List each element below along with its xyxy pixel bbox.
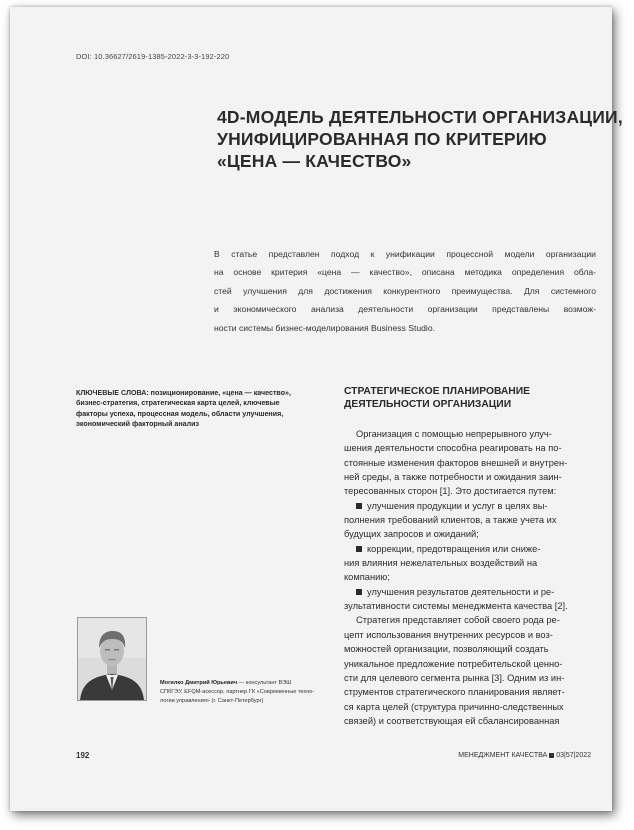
keywords-line: бизнес-стратегия, стратегическая карта целей, ключевые (76, 399, 280, 408)
abstract-line: стей улучшения для достижения конкурентного преимущества. Для системного (214, 285, 596, 296)
body-line (344, 628, 596, 642)
body-line (344, 570, 596, 584)
body-line-text: компанию; (344, 572, 390, 583)
running-title: МЕНЕДЖМЕНТ КАЧЕСТВА (458, 752, 548, 759)
body-line-text: цепт использования внутренних ресурсов и воз- (344, 629, 553, 640)
body-line-text: связей) и соответствующая ей сбалансированная (344, 715, 560, 726)
keywords-line: КЛЮЧЕВЫЕ СЛОВА: позиционирование, «цена — качество», (76, 389, 291, 397)
author-role: — консультант ВЭШ (237, 680, 292, 686)
section-heading-line: СТРАТЕГИЧЕСКОЕ ПЛАНИРОВАНИЕ (344, 386, 531, 397)
abstract-line: и экономического анализа деятельности организации представлены возмож- (214, 304, 596, 315)
body-line (344, 542, 596, 556)
body-line (344, 527, 596, 541)
body-line (344, 484, 596, 498)
body-line-text: полнения требований клиентов, а также учета их (344, 515, 557, 526)
issue-number: 03|57|2022 (556, 752, 591, 759)
body-line-text: будущих запросов и ожиданий; (344, 529, 479, 540)
keywords-line: экономический факторный анализ (76, 420, 199, 429)
body-line (344, 585, 596, 599)
body-line-text: стоянные изменения факторов внешней и внутрен- (344, 457, 568, 468)
running-footer (458, 752, 591, 759)
page-number: 192 (76, 751, 90, 760)
title-line: УНИФИЦИРОВАННАЯ ПО КРИТЕРИЮ (217, 129, 547, 149)
journal-page (10, 7, 623, 811)
author-portrait-icon (77, 617, 147, 701)
abstract-line: ности системы бизнес-моделирования Business Studio. (214, 322, 436, 333)
body-line (344, 456, 596, 470)
article-title (217, 106, 623, 172)
author-line: логии управления» (г. Санкт-Петербург) (160, 698, 264, 704)
body-line (344, 642, 596, 656)
body-line (344, 613, 596, 627)
body-line (344, 556, 596, 570)
title-line: 4D-МОДЕЛЬ ДЕЯТЕЛЬНОСТИ ОРГАНИЗАЦИИ, (217, 107, 623, 127)
body-line (344, 685, 596, 699)
body-line (344, 499, 596, 513)
bullet-square-icon (356, 589, 362, 595)
body-line-text: улучшения результатов деятельности и ре- (367, 586, 555, 597)
body-line-text: Организация с помощью непрерывного улуч- (356, 429, 552, 439)
body-line (344, 714, 596, 728)
body-line-text: ния влияния нежелательных воздействий на (344, 558, 538, 569)
body-line-text: шения деятельности способна реагировать на по- (344, 443, 562, 454)
keywords (76, 388, 326, 430)
body-line (344, 700, 596, 714)
section-heading (344, 385, 604, 411)
body-line (344, 513, 596, 527)
author-info (160, 679, 330, 706)
body-line-text: можностей организации, позволяющий создать (344, 644, 549, 655)
body-line (344, 599, 596, 613)
author-line: СПбГЭУ, EFQM-асессор, партнер ГК «Современные техно- (160, 689, 315, 695)
square-separator-icon (549, 753, 554, 758)
body-line-text: Стратегия представляет собой своего рода ре- (356, 615, 560, 626)
author-name: Могилко Дмитрий Юрьевич (160, 680, 238, 686)
body-line-text: зультативности системы менеджмента качества [2]. (344, 601, 568, 612)
body-line-text: улучшения продукции и услуг в целях вы- (367, 500, 548, 511)
section-heading-line: ДЕЯТЕЛЬНОСТИ ОРГАНИЗАЦИИ (344, 399, 512, 410)
abstract (214, 245, 596, 337)
body-line (344, 441, 596, 455)
body-line (344, 427, 596, 441)
body-line-text: тересованных сторон [1]. Это достигается путем: (344, 486, 557, 497)
body-line-text: ся карта целей (структура причинно-следственных (344, 701, 564, 712)
author-line-1 (160, 679, 330, 688)
title-line: «ЦЕНА — КАЧЕСТВО» (217, 151, 412, 171)
bullet-square-icon (356, 503, 362, 509)
abstract-line: В статье представлен подход к унификации процессной модели организации (214, 249, 596, 259)
body-line-text: ней среды, а также потребности и ожидания заин- (344, 472, 562, 483)
doi: DOI: 10.36627/2619-1385-2022-3-3-192-220 (76, 52, 230, 61)
body-line-text: коррекции, предотвращения или сниже- (367, 543, 541, 554)
keywords-line: факторы успеха, процессная модель, области улучшения, (76, 409, 284, 418)
body-line (344, 470, 596, 484)
author-portrait-icon-svg (78, 618, 146, 700)
body-line-text: сти для целевого сегмента рынка [3]. Одним из ин- (344, 672, 565, 683)
body-line-text: струментов стратегического планирования являет- (344, 687, 565, 698)
body-line (344, 657, 596, 671)
bullet-square-icon (356, 546, 362, 552)
abstract-line: на основе критерия «цена — качество», описана методика определения обла- (214, 267, 596, 278)
body-line-text: уникальное предложение потребительской ценно- (344, 658, 563, 669)
body-line (344, 671, 596, 685)
body-text (344, 427, 596, 728)
